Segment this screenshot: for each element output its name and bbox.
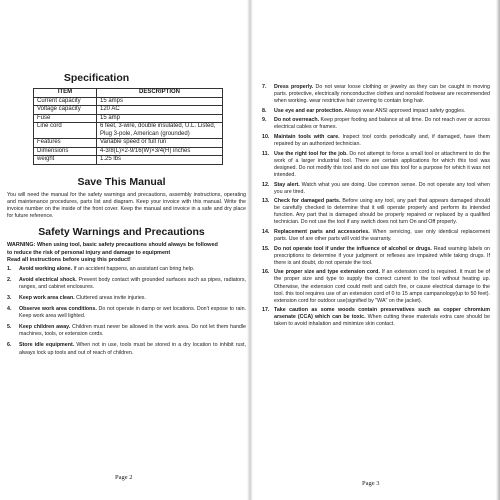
spec-table-body — [34, 97, 223, 164]
safety-item-number: 12. — [262, 181, 270, 188]
safety-item — [7, 306, 246, 321]
safety-item — [262, 84, 490, 105]
spec-table-row — [34, 123, 223, 139]
safety-item-number: 4. — [7, 305, 12, 312]
spec-description-cell: 15 amp — [97, 114, 223, 123]
safety-item-heading: Do not overreach. — [274, 117, 320, 124]
safety-item — [262, 246, 490, 267]
safety-item-text: Do not operate in damp or wet locations. Don't expose to rain. Keep work area well lighted. — [19, 305, 246, 320]
safety-item — [7, 324, 246, 339]
spec-item-cell: Fuse — [34, 114, 97, 123]
spec-table-row — [34, 139, 223, 148]
safety-item-number: 11. — [262, 150, 270, 157]
spec-item-cell: Current capacity — [34, 97, 97, 106]
safety-item-text: Cluttered areas invite injuries. — [74, 294, 146, 301]
safety-item-heading: Replacement parts and accessories. — [274, 229, 370, 235]
safety-item — [7, 266, 246, 273]
page-number-left: Page 2 — [115, 474, 133, 481]
safety-item-heading: Use eye and ear protection. — [274, 107, 344, 114]
safety-item — [262, 269, 490, 304]
safety-item — [7, 295, 246, 302]
safety-item-heading: Observe work area conditions. — [19, 305, 97, 312]
safety-item — [262, 117, 490, 131]
safety-item-text: Prevent body contact with grounded surfaces such as pipes, radiators, ranges, and cabinet enclosures. — [19, 276, 246, 291]
safety-item — [7, 277, 246, 292]
safety-item-heading: Use proper size and type extension cord. — [274, 269, 380, 276]
spec-item-cell: Line cord — [34, 123, 97, 139]
safety-item — [262, 134, 490, 148]
page-edge-shadow — [496, 0, 500, 500]
safety-item-text: Do not wear loose clothing or jewelry as they can be caught in moving parts. protective, electrically nonconductive clothes and nonskid footwear are recommended when working. wear restrictive hair covering to contain long hair. — [274, 84, 490, 105]
spec-header-item: ITEM — [34, 89, 97, 98]
safety-item — [262, 198, 490, 226]
spec-description-cell: 6 feet, 3-wire, double insulated, U.L. Listed, Plug 3-pole, American (grounded) — [97, 123, 223, 139]
safety-item — [262, 307, 490, 328]
safety-item-heading: Avoid electrical shock. — [19, 276, 77, 283]
spec-description-cell: 1.25 lbs — [97, 156, 223, 165]
safety-item-text: If an extension cord is required. It must be of the proper size and type to supply the correct current to the tool without heating up. Otherwise, the extension cord could melt and catch fire, or cause electrical damage to the tool. this tool requires use of an extension cord of 0 to 15 amps campanology(up to 50 feet). extension cord for outdoor use(signified by "WA" on the jacket). — [274, 269, 490, 304]
safety-item-number: 17. — [262, 307, 270, 314]
safety-item-heading: Do not operate tool if under the influence of alcohol or drugs. — [274, 245, 432, 252]
spec-description-cell: 120 AC — [97, 106, 223, 115]
safety-item-heading: Dress properly. — [274, 84, 314, 90]
spec-table-row — [34, 106, 223, 115]
safety-item — [7, 342, 246, 357]
spec-description-cell: 15 amps — [97, 97, 223, 106]
safety-item-heading: Keep work area clean. — [19, 294, 75, 301]
spec-header-description: DESCRIPTION — [97, 89, 223, 98]
safety-item-text: Watch what you are doing. Use common sense. Do not operate any tool when you are tired. — [274, 181, 490, 195]
page-right — [250, 0, 500, 500]
spec-item-cell: Dimensions — [34, 147, 97, 156]
spec-table-row — [34, 156, 223, 165]
safety-item-text: Do not attempt to force a small tool or attachment to do the work of a larger industrial tool. There are certain applications for which this tool was designed. Do not modify this tool and do not use this tool for a purpose for which it was not intended. — [274, 150, 490, 178]
spec-table — [33, 88, 223, 165]
safety-item-text: When cutting these materials extra care should be taken to avoid inhalation and minimize skin contact. — [274, 314, 490, 328]
save-manual-title: Save This Manual — [77, 175, 166, 188]
safety-title: Safety Warnings and Precautions — [38, 226, 205, 239]
safety-item-text: When servicing, use only identical replacement parts. Use of are other parts will void the warranty. — [274, 229, 490, 243]
safety-item-text: Before using any tool, any part that appears damaged should be carefully checked to determine that it will operate properly and perform its intended function. Any part that is damaged should be properly repaired or replaced by a qualified technician. Do not use the tool if any switch does not turn On and Off properly. — [274, 198, 490, 226]
warning-line-3: Read all instructions before using this product! — [7, 256, 131, 263]
safety-item-text: Children must never be allowed in the work area. Do not let them handle machines, tools, or extension cords. — [19, 323, 246, 338]
spec-item-cell: Features — [34, 139, 97, 148]
safety-item-number: 13. — [262, 198, 270, 205]
safety-item-number: 9. — [262, 117, 267, 124]
safety-item-number: 1. — [7, 265, 12, 272]
save-manual-text: You will need the manual for the safety warnings and precautions, assembly instructions, operating and maintenance procedures, parts list and diagram. Keep your invoice with this manual. Write the invoice number on the inside of the front cover. Keep the manual and invoice in a safe and dry place for future reference. — [7, 191, 246, 220]
safety-item — [262, 182, 490, 196]
safety-item-number: 3. — [7, 294, 12, 301]
spec-title: Specification — [63, 72, 130, 84]
safety-item-heading: Maintain tools with care. — [274, 134, 340, 141]
spec-description-cell: Variable speed or full run — [97, 139, 223, 148]
safety-item-number: 2. — [7, 276, 12, 283]
safety-item-text: Read warning labels on prescriptions to determine if your judgment or reflexes are impaired while taking drugs. If there is ant doubt, do not operate the tool. — [274, 245, 490, 266]
spec-table-row — [34, 97, 223, 106]
safety-item-number: 16. — [262, 269, 270, 276]
safety-item — [262, 151, 490, 179]
safety-list-right — [262, 84, 490, 328]
warning-line-1: WARNING: When using tool, basic safety precautions should always be followed — [7, 242, 218, 249]
safety-item-heading: Stay alert. — [274, 181, 300, 188]
safety-item-number: 5. — [7, 323, 12, 330]
safety-item-heading: Use the right tool for the job. — [274, 150, 348, 157]
safety-item-number: 7. — [262, 84, 267, 90]
safety-item-number: 10. — [262, 134, 270, 141]
safety-item-number: 8. — [262, 107, 267, 114]
spec-item-cell: weight — [34, 156, 97, 165]
safety-item-heading: Take caution as some woods contain preservatives such as copper chromium arsenate (CCA) which can be toxic. — [274, 307, 490, 321]
safety-list-left — [7, 266, 246, 357]
safety-item-number: 14. — [262, 229, 270, 235]
safety-item-text: Always wear ANSI approved impact safety goggles. — [343, 107, 466, 114]
spec-table-row — [34, 114, 223, 123]
page-number-right: Page 3 — [362, 480, 380, 487]
spec-item-cell: Voltage capacity — [34, 106, 97, 115]
safety-item-heading: Store idle equipment. — [19, 342, 75, 349]
safety-item-number: 15. — [262, 245, 270, 252]
safety-item — [262, 108, 490, 115]
safety-item-heading: Check for damaged parts. — [274, 198, 341, 205]
spec-description-cell: 4-3/8(L)×2-9/16(W)×3/4(H) inches — [97, 147, 223, 156]
safety-item-text: Inspect tool cords periodically and, if damaged, have them repaired by an authorized technician. — [274, 134, 490, 148]
safety-item — [262, 229, 490, 243]
safety-item-text: If an accident happens, an assistant can bring help. — [72, 265, 195, 272]
safety-item-text: Keep proper footing and balance at all time. Do not reach over or across electrical cables or frames. — [274, 117, 490, 131]
safety-item-heading: Avoid working alone. — [19, 265, 73, 272]
safety-item-text: When not in use, tools must be stored in a dry location to inhibit rust, always lock up tools and out of reach of children. — [19, 342, 247, 356]
safety-item-heading: Keep children away. — [19, 323, 71, 330]
warning-line-2: to reduce the risk of personal injury and damage to equipment — [7, 249, 171, 256]
spec-table-header-row — [34, 89, 223, 98]
safety-item-number: 6. — [7, 342, 12, 349]
spec-table-row — [34, 147, 223, 156]
